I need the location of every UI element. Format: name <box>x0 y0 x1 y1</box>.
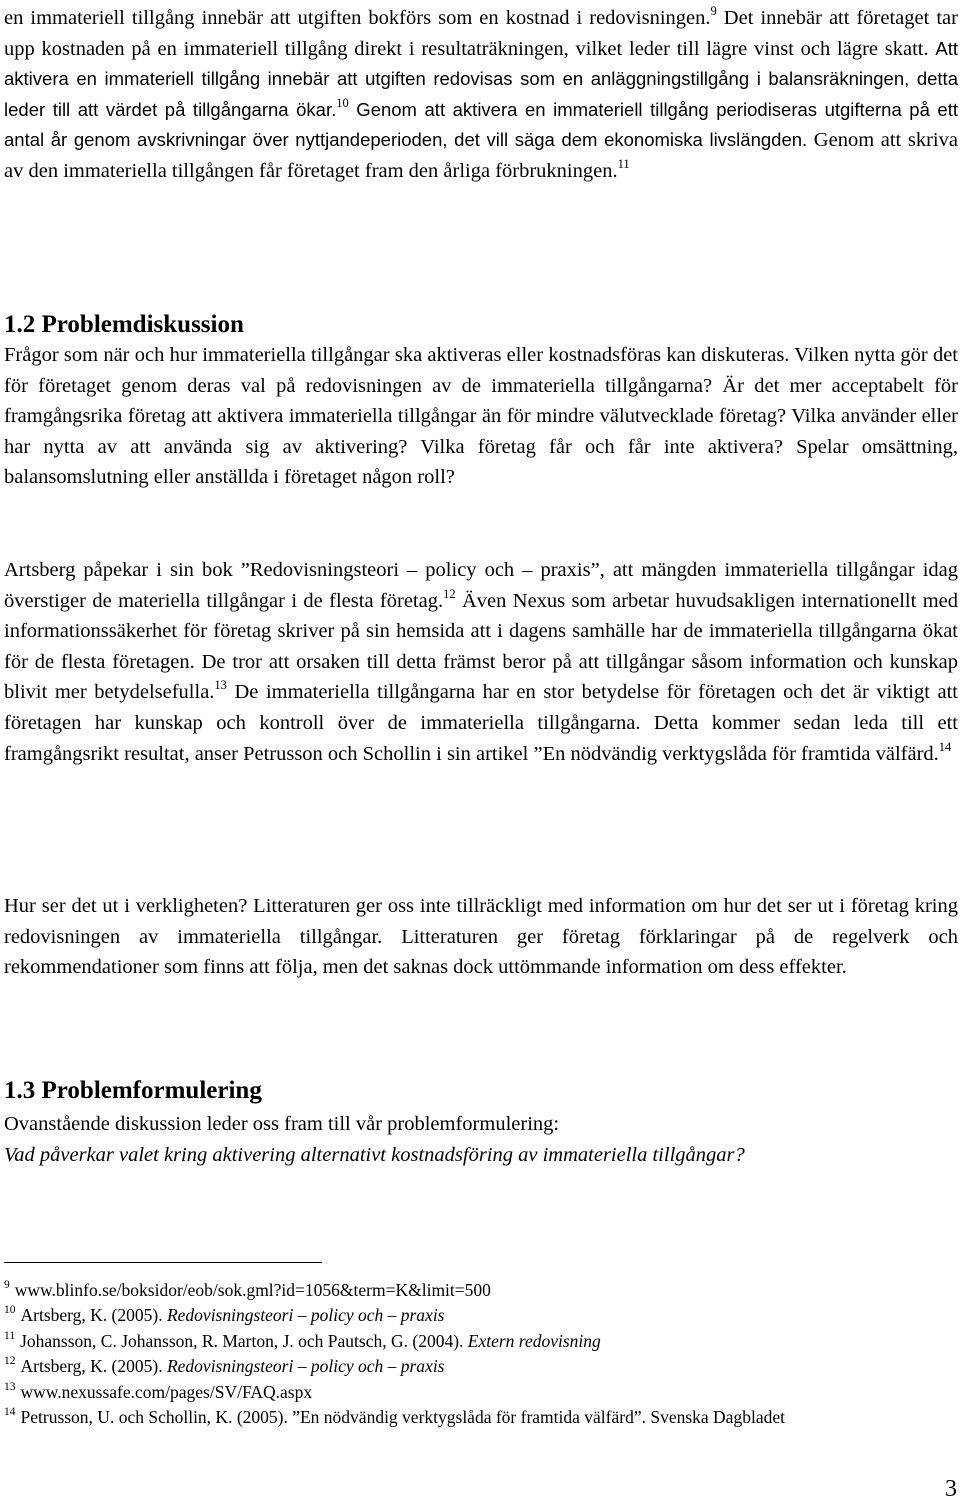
intro-paragraph <box>4 3 958 187</box>
intro-text-3: Genom att skriva av den immateriella tillgången får företaget fram den årliga förbrukningen. <box>4 129 958 182</box>
footnote-number: 9 <box>4 1279 10 1291</box>
footnote-number: 11 <box>4 1329 16 1342</box>
footnote-item <box>4 1405 958 1430</box>
footnote-text: Artsberg, K. (2005). <box>20 1356 167 1377</box>
footnote-number: 13 <box>4 1380 16 1393</box>
research-question: Vad påverkar valet kring aktivering alternativt kostnadsföring av immateriella tillgångar? <box>4 1144 745 1166</box>
footnotes-list <box>4 1278 958 1430</box>
intro-sans-text-1: Att aktivera en immateriell tillgång innebär att utgiften redovisas som en anläggningstillgång i balansräkningen, detta leder till att värdet på tillgångarna ökar. <box>4 37 958 120</box>
footnote-ref-11[interactable]: 11 <box>617 156 630 171</box>
problemformulering-intro: Ovanstående diskussion leder oss fram till vår problemformulering: <box>4 1113 560 1135</box>
footnote-item <box>4 1329 958 1354</box>
footnote-text: Johansson, C. Johansson, R. Marton, J. och Pautsch, G. (2004). <box>20 1330 468 1351</box>
footnote-divider <box>4 1262 322 1263</box>
intro-sans-text-2: Genom att aktivera en immateriell tillgång periodiseras utgifterna på ett antal år genom avskrivningar över nyttjandeperioden, det vill säga dem ekonomiska livslängden. <box>4 98 958 151</box>
footnote-text[interactable]: www.blinfo.se/boksidor/eob/sok.gml?id=1056&term=K&limit=500 <box>14 1280 491 1300</box>
footnote-text: Artsberg, K. (2005). <box>20 1305 167 1326</box>
footnote-number: 10 <box>4 1304 16 1317</box>
footnote-item <box>4 1354 958 1379</box>
footnote-title: Redovisningsteori – policy och – praxis <box>166 1305 445 1326</box>
footnote-ref-10[interactable]: 10 <box>336 95 349 110</box>
p2-text-b: Även Nexus som arbetar huvudsakligen internationellt med informationssäkerhet för företag skriver på sin hemsida att i dagens samhälle har de immateriella tillgångarna ökat för de flesta företagen. De tror att orsaken till detta främst beror på att tillgångar såsom information och kunskap blivit mer betydelsefulla. <box>4 589 958 704</box>
footnote-item <box>4 1278 958 1303</box>
footnote-ref-9[interactable]: 9 <box>710 4 717 18</box>
footnote-number: 14 <box>4 1406 16 1419</box>
section-heading-problemformulering: 1.3 Problemformulering <box>4 1077 262 1104</box>
footnote-text: Petrusson, U. och Schollin, K. (2005). ”En nödvändig verktygslåda för framtida välfärd”. Svenska Dagbladet <box>20 1407 785 1428</box>
p2-text-a: Artsberg påpekar i sin bok ”Redovisningsteori – policy och – praxis”, att mängden immateriella tillgångar idag överstiger de materiella tillgångar i de flesta företag. <box>4 559 958 612</box>
footnote-ref-13[interactable]: 13 <box>214 678 227 693</box>
intro-text-1: en immateriell tillgång innebär att utgiften bokförs som en kostnad i redovisningen. <box>4 7 711 29</box>
footnote-ref-14[interactable]: 14 <box>938 739 952 754</box>
section-heading-problemdiskussion: 1.2 Problemdiskussion <box>4 311 244 338</box>
problemdiskussion-paragraph-1: Frågor som när och hur immateriella tillgångar ska aktiveras eller kostnadsföras kan diskuteras. Vilken nytta gör det för företaget genom deras val på redovisningen av de immateriella tillgångarna? Är det mer acceptabelt för framgångsrika företag att aktivera immateriella tillgångar än för mindre välutvecklade företag? Vilka använder eller har nytta av att använda sig av aktivering? Vilka företag får och får inte aktivera? Spelar omsättning, balansomslutning eller anställda i företaget någon roll? <box>4 344 958 489</box>
footnote-number: 12 <box>4 1355 16 1368</box>
intro-text-2: Det innebär att företaget tar upp kostnaden på en immateriell tillgång direkt i resultaträkningen, vilket leder till lägre vinst och lägre skatt. <box>4 7 958 60</box>
p2-text-c: De immateriella tillgångarna har en stor betydelse för företagen och det är viktigt att företagen har kunskap och kontroll över de immateriella tillgångarna. Detta kommer sedan leda till ett framgångsrikt resultat, anser Petrusson och Schollin i sin artikel ”En nödvändig verktygslåda för framtida välfärd. <box>4 681 958 765</box>
problemdiskussion-paragraph-3: Hur ser det ut i verkligheten? Litteraturen ger oss inte tillräckligt med information om hur det ser ut i företag kring redovisningen av immateriella tillgångar. Litteraturen ger företag förklaringar på de regelverk och rekommendationer som finns att följa, men det saknas dock uttömmande information om dess effekter. <box>4 895 958 979</box>
footnote-ref-12[interactable]: 12 <box>443 586 456 601</box>
footnote-title: Redovisningsteori – policy och – praxis <box>166 1356 445 1377</box>
footnote-title: Extern redovisning <box>467 1330 601 1351</box>
footnote-item <box>4 1303 958 1328</box>
footnote-text[interactable]: www.nexussafe.com/pages/SV/FAQ.aspx <box>20 1381 313 1402</box>
page-number: 3 <box>945 1476 957 1502</box>
footnote-item <box>4 1380 958 1405</box>
problemdiskussion-paragraph-2 <box>4 555 958 769</box>
